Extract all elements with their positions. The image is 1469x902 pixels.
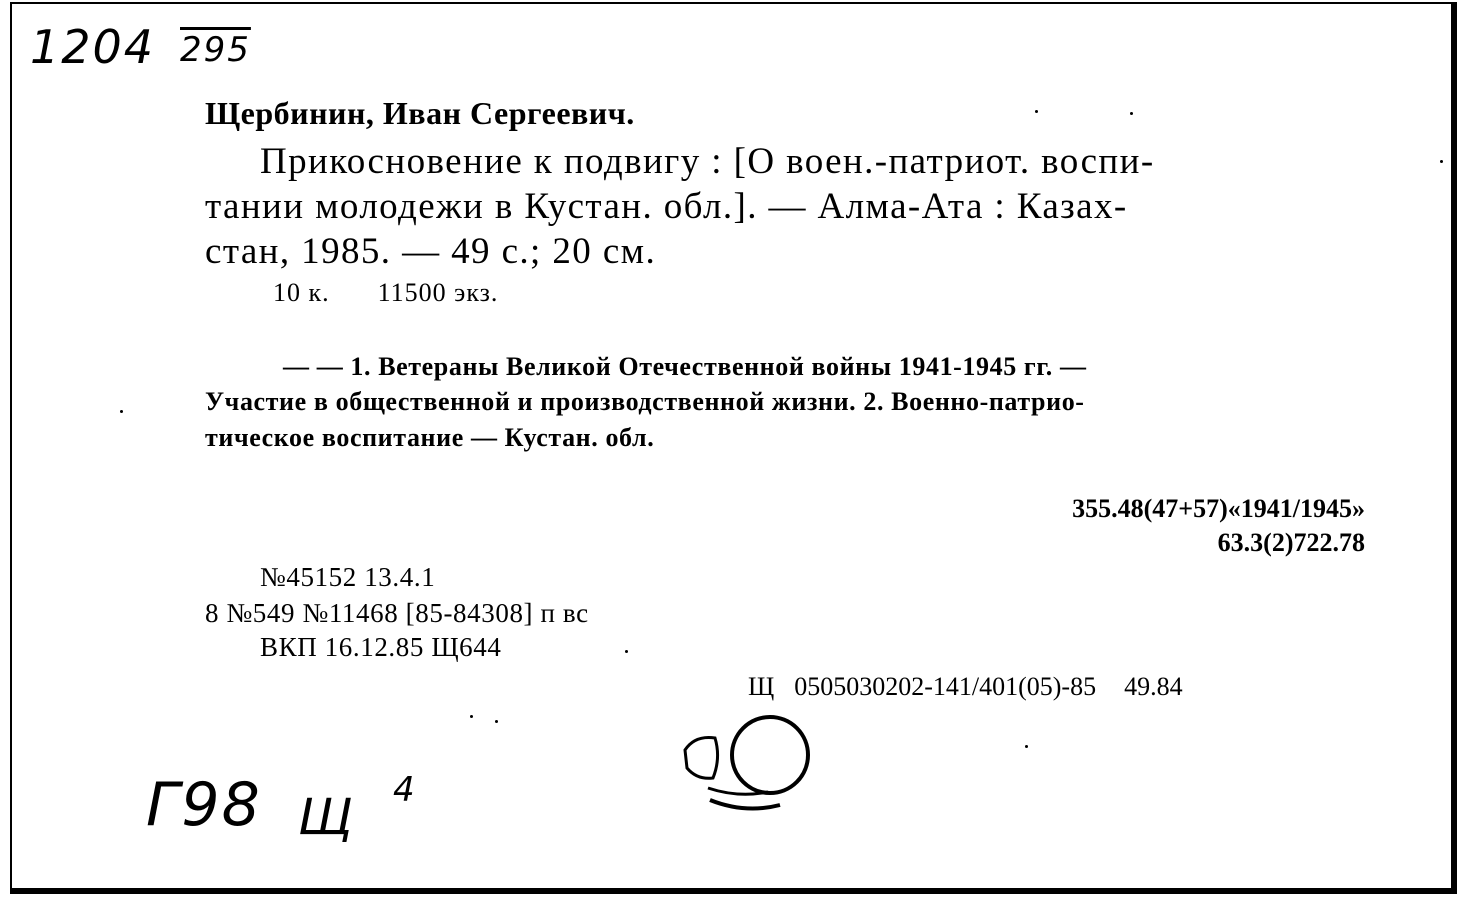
shelfmark-letter-handwritten: Щ (298, 788, 355, 846)
speck (1035, 110, 1038, 113)
library-stamp-icon (670, 700, 830, 830)
price-copies-line (273, 278, 498, 308)
price: 10 к. (273, 278, 330, 307)
subject-line-3: тическое воспитание — Кустан. обл. (205, 423, 655, 452)
isbn-letter: Щ (748, 672, 775, 701)
speck (495, 720, 498, 723)
speck (1440, 160, 1443, 163)
reference-line-3: ВКП 16.12.85 Щ644 (260, 632, 502, 662)
accession-subnumber-handwritten: 295 (180, 30, 251, 70)
reference-line-2: 8 №549 №11468 [85-84308] п вс (205, 598, 589, 628)
title-line-2: тании молодежи в Кустан. обл.]. — Алма-Ата : Казах- (205, 186, 1128, 227)
author-heading: Щербинин, Иван Сергеевич. (205, 95, 635, 131)
reference-line-1: №45152 13.4.1 (260, 562, 436, 592)
subject-line-2: Участие в общественной и производственной жизни. 2. Военно-патрио- (205, 387, 1085, 416)
speck (625, 650, 628, 653)
shelfmark-digit-handwritten: 4 (393, 770, 417, 810)
print-run: 11500 экз. (377, 278, 499, 307)
speck (1130, 112, 1133, 115)
title-line-3: стан, 1985. — 49 с.; 20 см. (205, 231, 657, 272)
subject-line-1: — — 1. Ветераны Великой Отечественной войны 1941-1945 гг. — (283, 352, 1087, 381)
udc-classification: 355.48(47+57)«1941/1945» (1072, 494, 1365, 523)
isbn-number: 49.84 (1124, 672, 1183, 701)
title-line-1: Прикосновение к подвигу : [О воен.-патриот. воспи- (260, 141, 1155, 182)
speck (120, 410, 123, 413)
bbk-classification: 63.3(2)722.78 (1217, 528, 1365, 557)
accession-number-handwritten: 1204 (30, 20, 156, 74)
isbn-line (748, 672, 1183, 702)
speck (470, 715, 473, 718)
speck (1025, 745, 1028, 748)
isbn-code: 0505030202-141/401(05)-85 (794, 672, 1097, 701)
shelfmark-handwritten: Г98 (146, 770, 262, 840)
